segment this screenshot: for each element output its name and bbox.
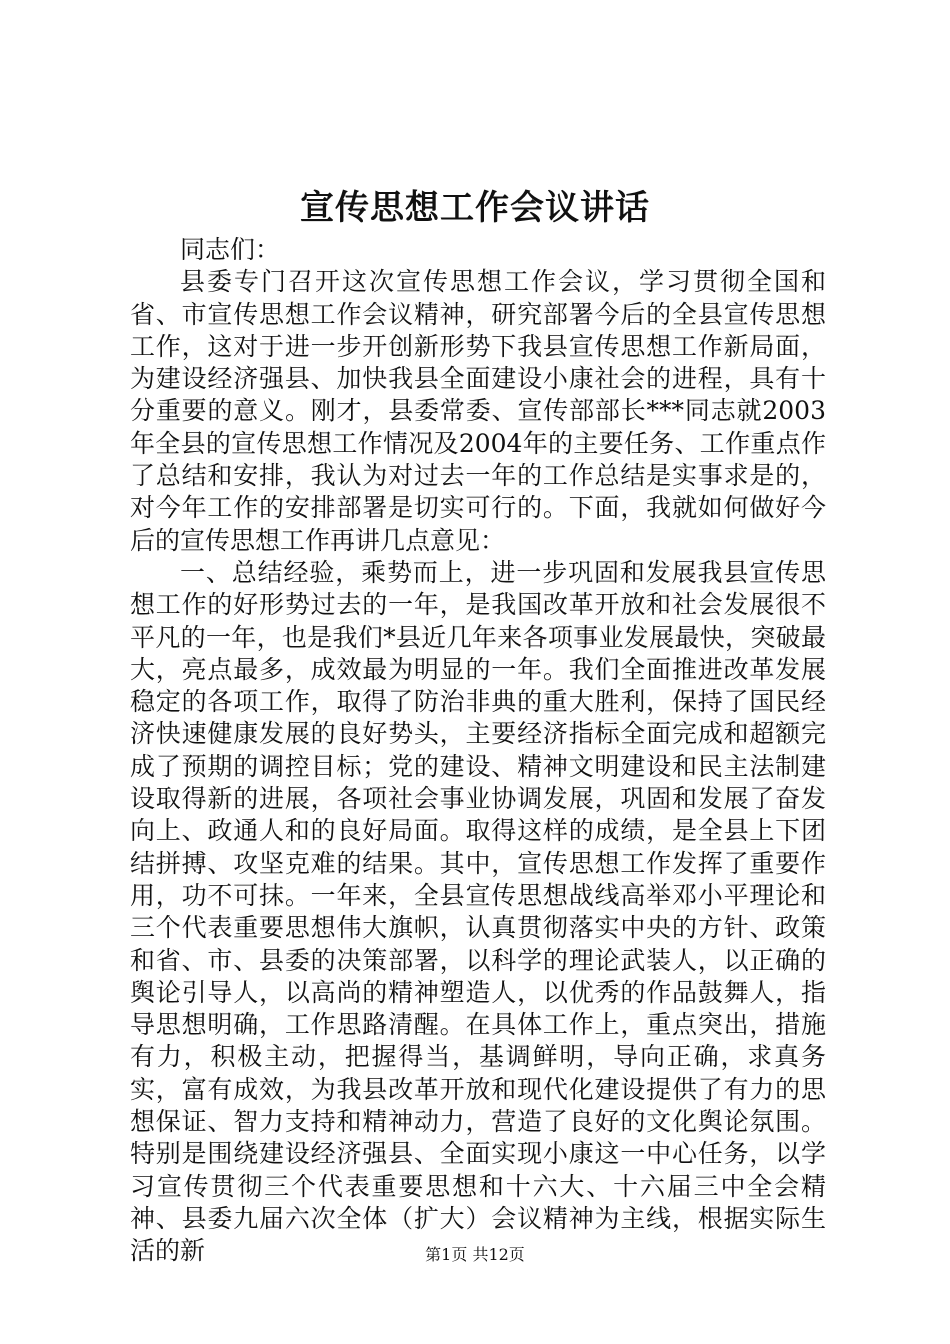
document-body [130, 234, 826, 1268]
salutation: 同志们： [180, 235, 281, 264]
page-number: 第1页 共12页 [425, 1245, 525, 1264]
document-title: 宣传思想工作会议讲话 [300, 188, 650, 228]
paragraph-intro: 县委专门召开这次宣传思想工作会议，学习贯彻全国和省、市宣传思想工作会议精神，研究部署今后的全县宣传思想工作，这对于进一步开创新形势下我县宣传思想工作新局面，为建设经济强县、加快我县全面建设小康社会的进程，具有十分重要的意义。刚才，县委常委、宣传部部长***同志就2003年全县的宣传思想工作情况及2004年的主要任务、工作重点作了总结和安排，我认为对过去一年的工作总结是实事求是的，对今年工作的安排部署是切实可行的。下面，我就如何做好今后的宣传思想工作再讲几点意见： [130, 267, 826, 555]
paragraph-section-one: 一、总结经验，乘势而上，进一步巩固和发展我县宣传思想工作的好形势过去的一年，是我国改革开放和社会发展很不平凡的一年，也是我们*县近几年来各项事业发展最快，突破最大，亮点最多，成效最为明显的一年。我们全面推进改革发展稳定的各项工作，取得了防治非典的重大胜利，保持了国民经济快速健康发展的良好势头，主要经济指标全面完成和超额完成了预期的调控目标；党的建设、精神文明建设和民主法制建设取得新的进展，各项社会事业协调发展，巩固和发展了奋发向上、政通人和的良好局面。取得这样的成绩，是全县上下团结拼搏、攻坚克难的结果。其中，宣传思想工作发挥了重要作用，功不可抹。一年来，全县宣传思想战线高举邓小平理论和三个代表重要思想伟大旗帜，认真贯彻落实中央的方针、政策和省、市、县委的决策部署，以科学的理论武装人，以正确的舆论引导人，以高尚的精神塑造人，以优秀的作品鼓舞人，指导思想明确，工作思路清醒。在具体工作上，重点突出，措施有力，积极主动，把握得当，基调鲜明，导向正确，求真务实，富有成效，为我县改革开放和现代化建设提供了有力的思想保证、智力支持和精神动力，营造了良好的文化舆论氛围。特别是围绕建设经济强县、全面实现小康这一中心任务，以学习宣传贯彻三个代表重要思想和十六大、十六届三中全会精神、县委九届六次全体（扩大）会议精神为主线，根据实际生活的新 [130, 557, 826, 1266]
